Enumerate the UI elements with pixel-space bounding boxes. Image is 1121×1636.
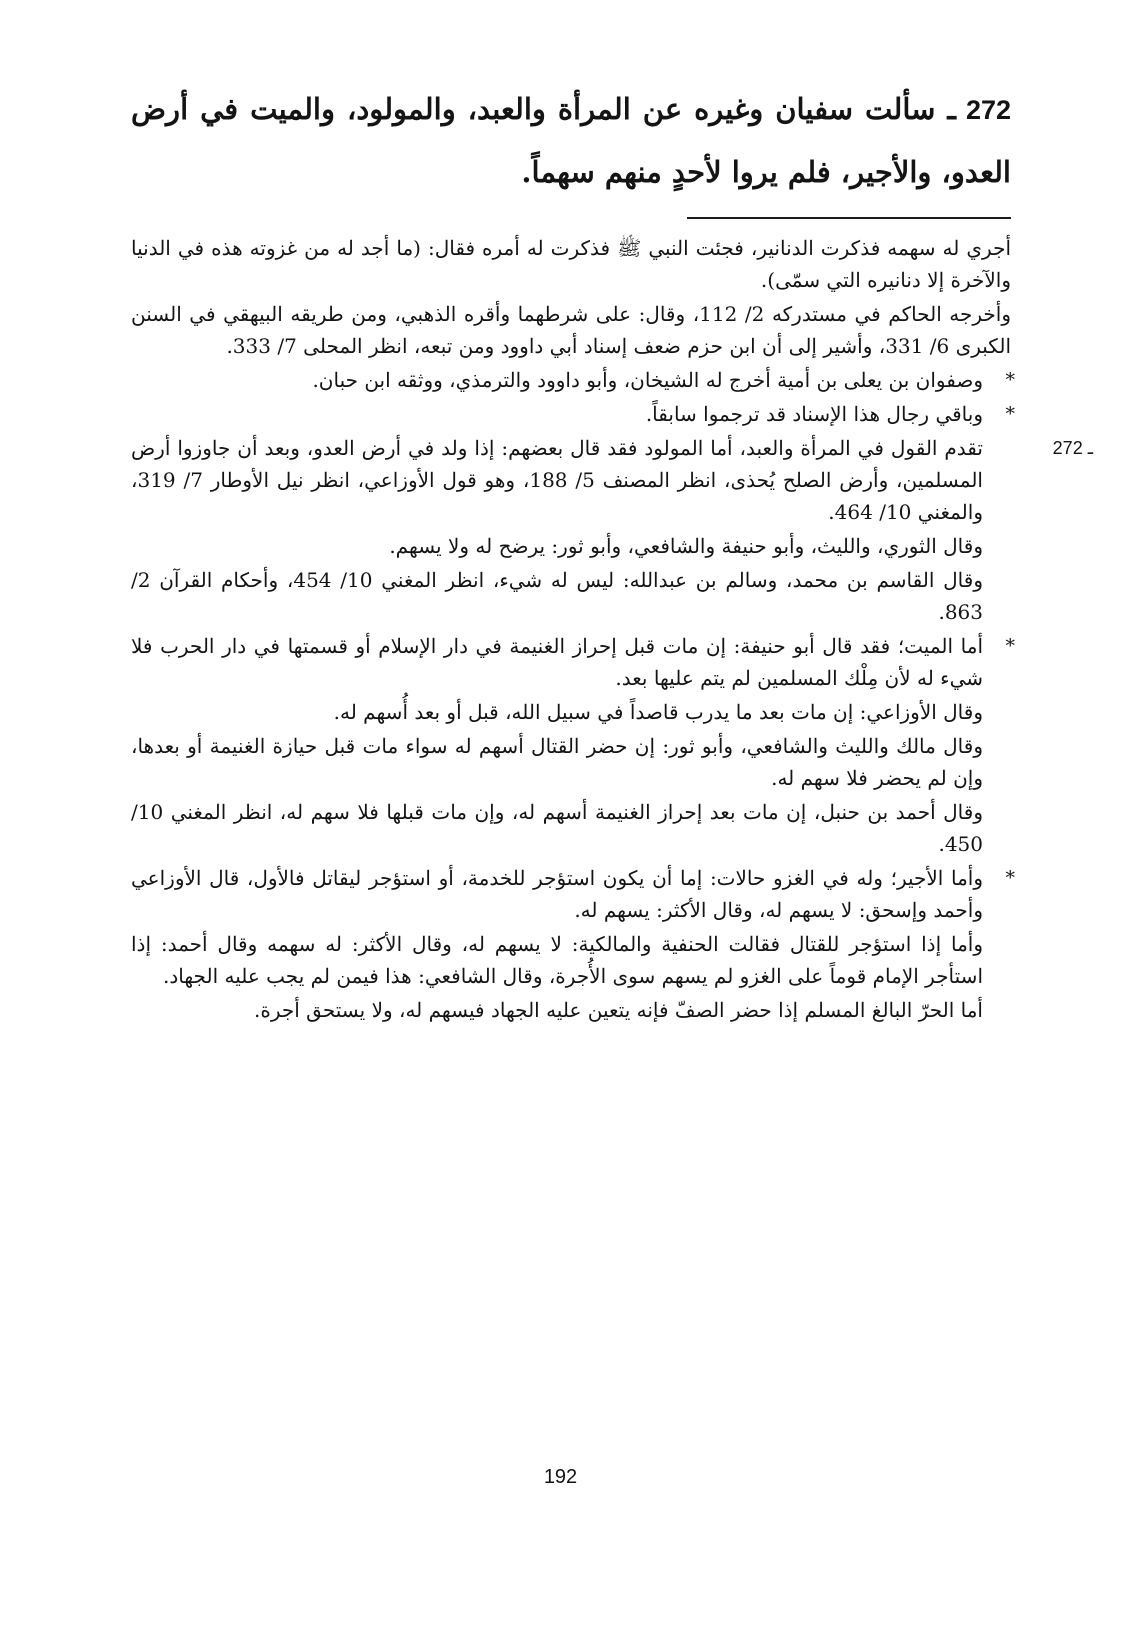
- asterisk-bullet-icon: *: [1005, 369, 1015, 391]
- footnote-text: وقال الأوزاعي: إن مات بعد ما يدرب قاصداً في سبيل الله، قبل أو بعد أُسهم له.: [333, 700, 983, 724]
- main-entry: [131, 78, 1011, 203]
- footnote-paragraph: [131, 232, 1011, 296]
- footnote-paragraph: [131, 696, 1011, 728]
- footnote-paragraph: [131, 298, 1011, 362]
- footnote-divider: [687, 217, 1011, 219]
- footnote-text: وصفوان بن يعلى بن أمية أخرج له الشيخان، وأبو داوود والترمذي، ووثقه ابن حبان.: [312, 368, 983, 392]
- footnote-text: تقدم القول في المرأة والعبد، أما المولود فقد قال بعضهم: إذا ولد في أرض العدو، وبعد أن جاوزوا أرض المسلمين، وأرض الصلح يُحذى، انظر المصنف 5/ 188، وهو قول الأوزاعي، انظر نيل الأوطار 7/ 319، والمغني 10/ 464.: [131, 436, 983, 524]
- footnote-text: وأما إذا استؤجر للقتال فقالت الحنفية والمالكية: لا يسهم له، وقال الأكثر: له سهمه وقال أحمد: إذا استأجر الإمام قوماً على الغزو لم يسهم سوى الأُجرة، وقال الشافعي: هذا فيمن لم يجب عليه الجهاد.: [131, 932, 983, 988]
- footnote-text: أجري له سهمه فذكرت الدنانير، فجئت النبي ﷺ فذكرت له أمره فقال: (ما أجد له من غزوته هذه في الدنيا والآخرة إلا دنانيره التي سمّى).: [131, 236, 1011, 292]
- footnote-paragraph: [131, 530, 1011, 562]
- page-number: 192: [543, 1466, 578, 1488]
- entry-number: 272: [965, 95, 1011, 125]
- footnote-paragraph: [131, 630, 1015, 694]
- footnote-text: وقال أحمد بن حنبل، إن مات بعد إحراز الغنيمة أسهم له، وإن مات قبلها فلا سهم له، انظر المغني 10/ 450.: [131, 800, 983, 856]
- footnote-text: وباقي رجال هذا الإسناد قد ترجموا سابقاً.: [645, 402, 983, 426]
- asterisk-bullet-icon: *: [1005, 867, 1015, 889]
- footnote-text: وأخرجه الحاكم في مستدركه 2/ 112، وقال: على شرطهما وأقره الذهبي، ومن طريقه البيهقي في السنن الكبرى 6/ 331، وأشير إلى أن ابن حزم ضعف إسناد أبي داوود ومن تبعه، انظر المحلى 7/ 333.: [131, 302, 1011, 358]
- footnotes-section: [131, 232, 1093, 1028]
- footnote-paragraph: [131, 796, 1011, 860]
- asterisk-bullet-icon: *: [1005, 635, 1015, 657]
- footnote-paragraph: [131, 564, 1011, 628]
- footnote-paragraph: [131, 730, 1011, 794]
- entry-text: ـ سألت سفيان وغيره عن المرأة والعبد، والمولود، والميت في أرض العدو، والأجير، فلم يروا لأحدٍ منهم سهماً.: [131, 92, 1011, 189]
- asterisk-bullet-icon: *: [1005, 403, 1015, 425]
- footnote-text: أما الميت؛ فقد قال أبو حنيفة: إن مات قبل إحراز الغنيمة في دار الإسلام أو قسمتها في دار الحرب فلا شيء له لأن مِلْك المسلمين لم يتم عليها بعد.: [131, 634, 983, 690]
- footnote-text: وأما الأجير؛ وله في الغزو حالات: إما أن يكون استؤجر للخدمة، أو استؤجر ليقاتل فالأول، قال الأوزاعي وأحمد وإسحق: لا يسهم له، وقال الأكثر: يسهم له.: [131, 866, 983, 922]
- footnote-paragraph: [131, 994, 1011, 1026]
- footnote-paragraph: [131, 928, 1011, 992]
- footnote-text: وقال القاسم بن محمد، وسالم بن عبدالله: ليس له شيء، انظر المغني 10/ 454، وأحكام القرآن 2/ 863.: [131, 568, 983, 624]
- footnote-text: وقال الثوري، والليث، وأبو حنيفة والشافعي، وأبو ثور: يرضح له ولا يسهم.: [389, 534, 983, 558]
- footnote-number: 272 ـ: [1052, 438, 1093, 458]
- footnote-text: وقال مالك والليث والشافعي، وأبو ثور: إن حضر القتال أسهم له سواء مات قبل حيازة الغنيمة أو بعدها، وإن لم يحضر فلا سهم له.: [131, 734, 983, 790]
- footnote-paragraph: [131, 862, 1015, 926]
- footnote-paragraph: [131, 398, 1015, 430]
- footnote-paragraph: [131, 432, 1093, 528]
- footnote-text: أما الحرّ البالغ المسلم إذا حضر الصفّ فإنه يتعين عليه الجهاد فيسهم له، ولا يستحق أجرة.: [254, 998, 983, 1022]
- footnote-paragraph: [131, 364, 1015, 396]
